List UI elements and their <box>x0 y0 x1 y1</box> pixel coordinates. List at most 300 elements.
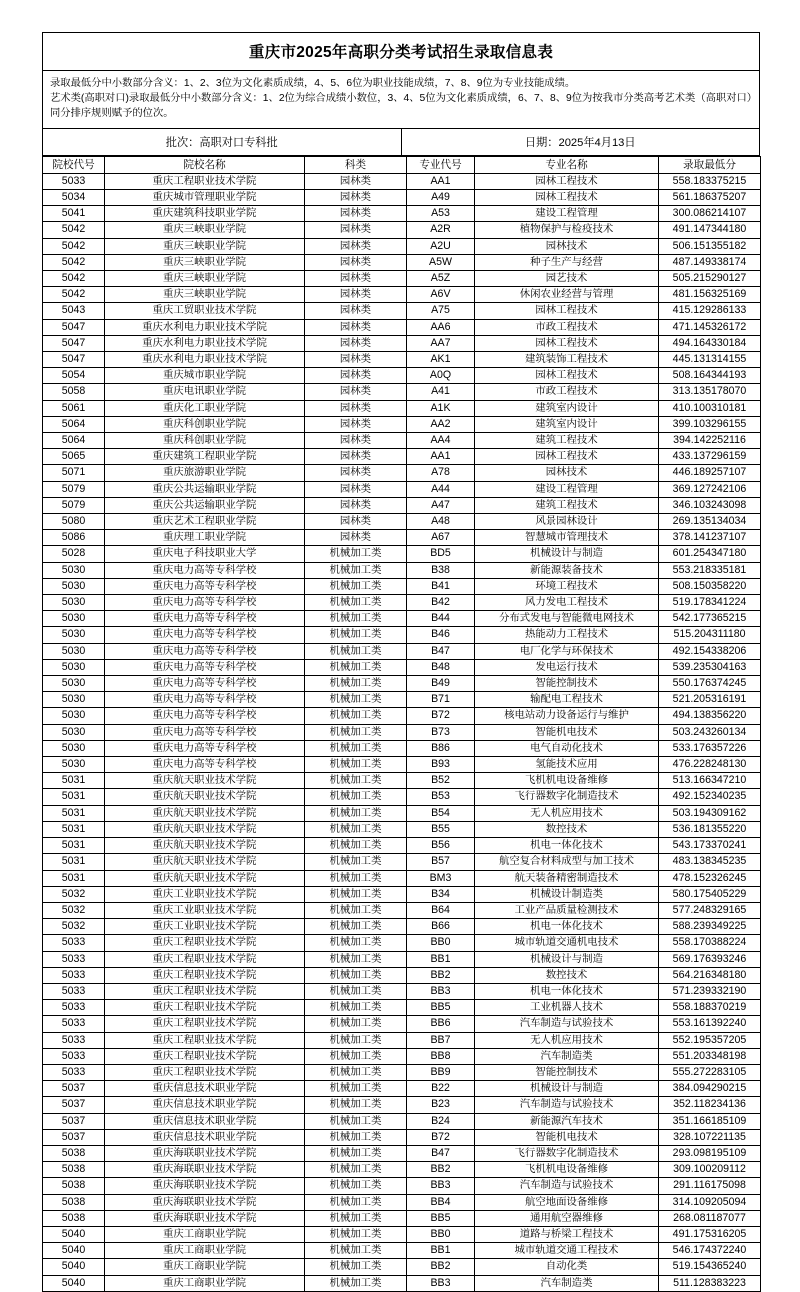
header-min-score: 录取最低分 <box>659 156 761 173</box>
cell-major-name: 飞机机电设备维修 <box>475 1162 659 1178</box>
table-row <box>43 287 761 303</box>
table-row <box>43 1275 761 1291</box>
cell-min-score: 351.166185109 <box>659 1113 761 1129</box>
cell-category: 机械加工类 <box>305 1243 407 1259</box>
cell-school-code: 5047 <box>43 319 105 335</box>
cell-school-name: 重庆科创职业学院 <box>105 433 305 449</box>
cell-category: 机械加工类 <box>305 967 407 983</box>
cell-min-score: 561.186375207 <box>659 189 761 205</box>
cell-min-score: 346.103243098 <box>659 497 761 513</box>
cell-school-code: 5030 <box>43 659 105 675</box>
cell-major-name: 工业产品质量检测技术 <box>475 902 659 918</box>
table-row <box>43 643 761 659</box>
table-row <box>43 740 761 756</box>
cell-major-name: 智能控制技术 <box>475 1064 659 1080</box>
cell-major-name: 自动化类 <box>475 1259 659 1275</box>
batch-label: 批次：高职对口专科批 <box>43 129 402 155</box>
table-row <box>43 676 761 692</box>
table-row <box>43 886 761 902</box>
cell-major-name: 数控技术 <box>475 967 659 983</box>
cell-category: 机械加工类 <box>305 1259 407 1275</box>
cell-major-code: A44 <box>407 481 475 497</box>
cell-school-name: 重庆电力高等专科学校 <box>105 757 305 773</box>
cell-category: 园林类 <box>305 238 407 254</box>
cell-school-name: 重庆工业职业技术学院 <box>105 919 305 935</box>
cell-school-name: 重庆工业职业技术学院 <box>105 902 305 918</box>
cell-major-code: B54 <box>407 805 475 821</box>
cell-min-score: 293.098195109 <box>659 1145 761 1161</box>
table-row <box>43 1178 761 1194</box>
cell-school-code: 5038 <box>43 1178 105 1194</box>
cell-school-name: 重庆城市管理职业学院 <box>105 189 305 205</box>
cell-min-score: 577.248329165 <box>659 902 761 918</box>
cell-min-score: 536.181355220 <box>659 821 761 837</box>
cell-category: 机械加工类 <box>305 935 407 951</box>
cell-school-name: 重庆航天职业技术学院 <box>105 821 305 837</box>
cell-min-score: 481.156325169 <box>659 287 761 303</box>
cell-major-name: 飞行器数字化制造技术 <box>475 1145 659 1161</box>
table-row <box>43 335 761 351</box>
cell-category: 园林类 <box>305 465 407 481</box>
cell-min-score: 508.150358220 <box>659 578 761 594</box>
cell-school-code: 5079 <box>43 481 105 497</box>
cell-school-code: 5037 <box>43 1129 105 1145</box>
cell-major-name: 汽车制造类 <box>475 1048 659 1064</box>
cell-category: 机械加工类 <box>305 1178 407 1194</box>
cell-major-name: 机械设计与制造 <box>475 951 659 967</box>
cell-school-name: 重庆工商职业学院 <box>105 1275 305 1291</box>
cell-school-name: 重庆信息技术职业学院 <box>105 1129 305 1145</box>
table-row <box>43 659 761 675</box>
notes-block <box>43 71 759 129</box>
cell-major-code: BB2 <box>407 1259 475 1275</box>
document-frame <box>42 32 760 156</box>
cell-major-code: A5Z <box>407 270 475 286</box>
cell-major-code: AA4 <box>407 433 475 449</box>
cell-major-code: A2U <box>407 238 475 254</box>
cell-category: 园林类 <box>305 206 407 222</box>
cell-category: 园林类 <box>305 254 407 270</box>
cell-major-name: 环境工程技术 <box>475 578 659 594</box>
table-row <box>43 724 761 740</box>
cell-min-score: 558.183375215 <box>659 173 761 189</box>
table-row <box>43 757 761 773</box>
table-body <box>43 173 761 1291</box>
cell-category: 机械加工类 <box>305 1048 407 1064</box>
cell-school-code: 5030 <box>43 562 105 578</box>
cell-min-score: 487.149338174 <box>659 254 761 270</box>
cell-school-name: 重庆信息技术职业学院 <box>105 1081 305 1097</box>
cell-min-score: 291.116175098 <box>659 1178 761 1194</box>
cell-major-name: 新能源装备技术 <box>475 562 659 578</box>
table-row <box>43 870 761 886</box>
cell-school-name: 重庆电力高等专科学校 <box>105 578 305 594</box>
cell-major-name: 机电一体化技术 <box>475 919 659 935</box>
cell-min-score: 569.176393246 <box>659 951 761 967</box>
cell-school-code: 5032 <box>43 902 105 918</box>
header-school-name: 院校名称 <box>105 156 305 173</box>
cell-major-code: BB1 <box>407 1243 475 1259</box>
cell-school-code: 5040 <box>43 1243 105 1259</box>
cell-min-score: 543.173370241 <box>659 838 761 854</box>
cell-major-code: B66 <box>407 919 475 935</box>
cell-school-code: 5028 <box>43 546 105 562</box>
cell-school-code: 5040 <box>43 1259 105 1275</box>
cell-school-name: 重庆电力高等专科学校 <box>105 562 305 578</box>
cell-major-code: BM3 <box>407 870 475 886</box>
cell-min-score: 384.094290215 <box>659 1081 761 1097</box>
cell-major-name: 汽车制造与试验技术 <box>475 1097 659 1113</box>
cell-school-name: 重庆建筑科技职业学院 <box>105 206 305 222</box>
cell-school-code: 5033 <box>43 1016 105 1032</box>
cell-school-name: 重庆航天职业技术学院 <box>105 870 305 886</box>
cell-major-name: 汽车制造类 <box>475 1275 659 1291</box>
cell-min-score: 314.109205094 <box>659 1194 761 1210</box>
cell-category: 机械加工类 <box>305 676 407 692</box>
cell-major-code: BB5 <box>407 1000 475 1016</box>
table-row <box>43 595 761 611</box>
cell-major-code: B23 <box>407 1097 475 1113</box>
cell-major-code: A0Q <box>407 368 475 384</box>
cell-min-score: 508.164344193 <box>659 368 761 384</box>
cell-category: 机械加工类 <box>305 886 407 902</box>
cell-min-score: 446.189257107 <box>659 465 761 481</box>
cell-school-name: 重庆电力高等专科学校 <box>105 627 305 643</box>
cell-major-name: 园林工程技术 <box>475 173 659 189</box>
header-category: 科类 <box>305 156 407 173</box>
cell-category: 园林类 <box>305 173 407 189</box>
table-row <box>43 254 761 270</box>
cell-major-name: 智能机电技术 <box>475 1129 659 1145</box>
cell-major-name: 汽车制造与试验技术 <box>475 1016 659 1032</box>
cell-min-score: 309.100209112 <box>659 1162 761 1178</box>
cell-school-code: 5071 <box>43 465 105 481</box>
cell-category: 园林类 <box>305 530 407 546</box>
cell-school-code: 5032 <box>43 886 105 902</box>
cell-major-name: 建筑工程技术 <box>475 497 659 513</box>
cell-major-name: 飞机机电设备维修 <box>475 773 659 789</box>
cell-school-code: 5040 <box>43 1275 105 1291</box>
cell-min-score: 492.152340235 <box>659 789 761 805</box>
cell-min-score: 503.194309162 <box>659 805 761 821</box>
cell-major-name: 建筑室内设计 <box>475 400 659 416</box>
table-row <box>43 497 761 513</box>
cell-category: 机械加工类 <box>305 1226 407 1242</box>
cell-category: 机械加工类 <box>305 546 407 562</box>
cell-school-code: 5054 <box>43 368 105 384</box>
cell-school-code: 5031 <box>43 821 105 837</box>
cell-school-name: 重庆工业职业技术学院 <box>105 886 305 902</box>
table-row <box>43 1145 761 1161</box>
cell-category: 机械加工类 <box>305 595 407 611</box>
cell-major-code: AA2 <box>407 416 475 432</box>
cell-category: 机械加工类 <box>305 1275 407 1291</box>
table-row <box>43 189 761 205</box>
cell-school-name: 重庆电力高等专科学校 <box>105 676 305 692</box>
table-row <box>43 400 761 416</box>
cell-major-name: 园林工程技术 <box>475 189 659 205</box>
cell-school-name: 重庆航天职业技术学院 <box>105 789 305 805</box>
page-title: 重庆市2025年高职分类考试招生录取信息表 <box>248 44 554 61</box>
cell-min-score: 521.205316191 <box>659 692 761 708</box>
cell-major-code: B71 <box>407 692 475 708</box>
cell-category: 机械加工类 <box>305 724 407 740</box>
cell-major-code: B73 <box>407 724 475 740</box>
cell-school-code: 5064 <box>43 433 105 449</box>
cell-school-code: 5040 <box>43 1226 105 1242</box>
cell-major-code: B93 <box>407 757 475 773</box>
cell-min-score: 300.086214107 <box>659 206 761 222</box>
cell-major-code: B86 <box>407 740 475 756</box>
cell-major-name: 城市轨道交通机电技术 <box>475 935 659 951</box>
cell-major-code: B42 <box>407 595 475 611</box>
cell-min-score: 553.161392240 <box>659 1016 761 1032</box>
cell-major-code: B49 <box>407 676 475 692</box>
table-row <box>43 951 761 967</box>
cell-school-name: 重庆信息技术职业学院 <box>105 1113 305 1129</box>
cell-major-code: BB4 <box>407 1194 475 1210</box>
cell-school-name: 重庆工贸职业技术学院 <box>105 303 305 319</box>
table-row <box>43 1226 761 1242</box>
table-row <box>43 546 761 562</box>
cell-major-code: B47 <box>407 1145 475 1161</box>
cell-major-name: 休闲农业经营与管理 <box>475 287 659 303</box>
table-row <box>43 708 761 724</box>
cell-major-code: B72 <box>407 708 475 724</box>
cell-major-code: B22 <box>407 1081 475 1097</box>
cell-school-code: 5042 <box>43 270 105 286</box>
table-row <box>43 562 761 578</box>
cell-school-name: 重庆三峡职业学院 <box>105 238 305 254</box>
cell-school-name: 重庆理工职业学院 <box>105 530 305 546</box>
table-row <box>43 1064 761 1080</box>
cell-category: 机械加工类 <box>305 757 407 773</box>
cell-major-code: BD5 <box>407 546 475 562</box>
cell-major-name: 建筑室内设计 <box>475 416 659 432</box>
cell-major-code: AK1 <box>407 352 475 368</box>
cell-school-code: 5030 <box>43 757 105 773</box>
table-row <box>43 627 761 643</box>
cell-category: 机械加工类 <box>305 1129 407 1145</box>
cell-major-code: BB1 <box>407 951 475 967</box>
cell-category: 机械加工类 <box>305 983 407 999</box>
cell-major-code: B72 <box>407 1129 475 1145</box>
cell-school-code: 5030 <box>43 643 105 659</box>
table-row <box>43 416 761 432</box>
table-row <box>43 433 761 449</box>
table-row <box>43 1016 761 1032</box>
table-row <box>43 854 761 870</box>
cell-min-score: 533.176357226 <box>659 740 761 756</box>
cell-school-code: 5030 <box>43 724 105 740</box>
cell-category: 园林类 <box>305 352 407 368</box>
cell-major-code: B44 <box>407 611 475 627</box>
cell-school-name: 重庆工程职业技术学院 <box>105 951 305 967</box>
cell-school-name: 重庆电讯职业学院 <box>105 384 305 400</box>
cell-min-score: 445.131314155 <box>659 352 761 368</box>
cell-min-score: 552.195357205 <box>659 1032 761 1048</box>
header-row <box>43 156 761 173</box>
cell-major-code: A78 <box>407 465 475 481</box>
table-row <box>43 983 761 999</box>
table-row <box>43 578 761 594</box>
cell-school-name: 重庆艺术工程职业学院 <box>105 514 305 530</box>
cell-category: 机械加工类 <box>305 562 407 578</box>
cell-school-code: 5031 <box>43 789 105 805</box>
cell-school-name: 重庆海联职业技术学院 <box>105 1210 305 1226</box>
cell-school-name: 重庆海联职业技术学院 <box>105 1194 305 1210</box>
admissions-table <box>42 156 761 1292</box>
table-row <box>43 384 761 400</box>
cell-major-name: 机械设计与制造 <box>475 1081 659 1097</box>
cell-category: 机械加工类 <box>305 1081 407 1097</box>
cell-category: 机械加工类 <box>305 740 407 756</box>
table-row <box>43 789 761 805</box>
cell-major-code: A5W <box>407 254 475 270</box>
cell-major-name: 风力发电工程技术 <box>475 595 659 611</box>
cell-min-score: 268.081187077 <box>659 1210 761 1226</box>
header-major-code: 专业代号 <box>407 156 475 173</box>
cell-min-score: 511.128383223 <box>659 1275 761 1291</box>
cell-category: 机械加工类 <box>305 1145 407 1161</box>
cell-school-code: 5042 <box>43 238 105 254</box>
cell-school-name: 重庆工商职业学院 <box>105 1243 305 1259</box>
table-row <box>43 611 761 627</box>
cell-school-name: 重庆信息技术职业学院 <box>105 1097 305 1113</box>
cell-min-score: 505.215290127 <box>659 270 761 286</box>
cell-major-code: AA7 <box>407 335 475 351</box>
cell-category: 机械加工类 <box>305 692 407 708</box>
header-school-code: 院校代号 <box>43 156 105 173</box>
cell-school-name: 重庆公共运输职业学院 <box>105 497 305 513</box>
cell-major-code: BB6 <box>407 1016 475 1032</box>
cell-min-score: 551.203348198 <box>659 1048 761 1064</box>
table-row <box>43 1129 761 1145</box>
cell-min-score: 550.176374245 <box>659 676 761 692</box>
cell-school-name: 重庆水利电力职业技术学院 <box>105 352 305 368</box>
header-major-name: 专业名称 <box>475 156 659 173</box>
cell-school-code: 5030 <box>43 611 105 627</box>
cell-major-code: B24 <box>407 1113 475 1129</box>
cell-major-code: B52 <box>407 773 475 789</box>
cell-major-name: 园林工程技术 <box>475 335 659 351</box>
cell-school-code: 5033 <box>43 173 105 189</box>
table-row <box>43 1081 761 1097</box>
cell-major-code: A49 <box>407 189 475 205</box>
cell-major-name: 种子生产与经营 <box>475 254 659 270</box>
cell-major-name: 智能机电技术 <box>475 724 659 740</box>
cell-min-score: 494.164330184 <box>659 335 761 351</box>
cell-category: 园林类 <box>305 335 407 351</box>
table-row <box>43 530 761 546</box>
cell-school-code: 5058 <box>43 384 105 400</box>
cell-school-code: 5041 <box>43 206 105 222</box>
table-row <box>43 967 761 983</box>
cell-major-name: 市政工程技术 <box>475 384 659 400</box>
cell-major-code: B38 <box>407 562 475 578</box>
cell-school-name: 重庆电力高等专科学校 <box>105 724 305 740</box>
cell-min-score: 588.239349225 <box>659 919 761 935</box>
table-row <box>43 935 761 951</box>
date-label: 日期：2025年4月13日 <box>524 136 636 149</box>
cell-school-name: 重庆工程职业技术学院 <box>105 967 305 983</box>
cell-major-name: 航空复合材料成型与加工技术 <box>475 854 659 870</box>
cell-school-code: 5032 <box>43 919 105 935</box>
table-row <box>43 692 761 708</box>
cell-major-name: 发电运行技术 <box>475 659 659 675</box>
cell-school-code: 5030 <box>43 740 105 756</box>
cell-school-name: 重庆水利电力职业技术学院 <box>105 319 305 335</box>
cell-major-code: BB7 <box>407 1032 475 1048</box>
cell-major-code: A6V <box>407 287 475 303</box>
cell-school-name: 重庆化工职业学院 <box>105 400 305 416</box>
title-band <box>43 33 759 71</box>
cell-min-score: 571.239332190 <box>659 983 761 999</box>
cell-major-name: 建筑装饰工程技术 <box>475 352 659 368</box>
table-row <box>43 352 761 368</box>
cell-category: 机械加工类 <box>305 870 407 886</box>
cell-school-name: 重庆电力高等专科学校 <box>105 659 305 675</box>
cell-major-name: 电气自动化技术 <box>475 740 659 756</box>
cell-major-code: A47 <box>407 497 475 513</box>
cell-school-code: 5030 <box>43 692 105 708</box>
cell-school-name: 重庆三峡职业学院 <box>105 270 305 286</box>
cell-major-name: 通用航空器维修 <box>475 1210 659 1226</box>
cell-major-name: 无人机应用技术 <box>475 1032 659 1048</box>
cell-major-name: 风景园林设计 <box>475 514 659 530</box>
cell-school-name: 重庆工程职业技术学院 <box>105 1032 305 1048</box>
cell-min-score: 553.218335181 <box>659 562 761 578</box>
cell-min-score: 539.235304163 <box>659 659 761 675</box>
table-row <box>43 1048 761 1064</box>
cell-major-code: B48 <box>407 659 475 675</box>
cell-category: 机械加工类 <box>305 708 407 724</box>
cell-category: 园林类 <box>305 222 407 238</box>
cell-school-code: 5033 <box>43 983 105 999</box>
cell-school-code: 5061 <box>43 400 105 416</box>
cell-major-code: A2R <box>407 222 475 238</box>
cell-school-code: 5042 <box>43 222 105 238</box>
table-row <box>43 481 761 497</box>
cell-min-score: 491.147344180 <box>659 222 761 238</box>
cell-school-name: 重庆航天职业技术学院 <box>105 838 305 854</box>
cell-major-name: 城市轨道交通工程技术 <box>475 1243 659 1259</box>
table-row <box>43 919 761 935</box>
table-row <box>43 465 761 481</box>
table-row <box>43 206 761 222</box>
cell-min-score: 492.154338206 <box>659 643 761 659</box>
cell-major-code: AA6 <box>407 319 475 335</box>
cell-major-name: 新能源汽车技术 <box>475 1113 659 1129</box>
table-row <box>43 222 761 238</box>
cell-category: 园林类 <box>305 368 407 384</box>
cell-school-code: 5038 <box>43 1194 105 1210</box>
cell-school-name: 重庆公共运输职业学院 <box>105 481 305 497</box>
cell-major-name: 机械设计与制造 <box>475 546 659 562</box>
cell-category: 机械加工类 <box>305 951 407 967</box>
cell-school-code: 5043 <box>43 303 105 319</box>
cell-school-code: 5042 <box>43 287 105 303</box>
cell-min-score: 506.151355182 <box>659 238 761 254</box>
cell-major-name: 道路与桥梁工程技术 <box>475 1226 659 1242</box>
cell-school-name: 重庆电子科技职业大学 <box>105 546 305 562</box>
cell-major-code: B46 <box>407 627 475 643</box>
cell-major-code: B53 <box>407 789 475 805</box>
cell-major-code: BB5 <box>407 1210 475 1226</box>
cell-school-name: 重庆三峡职业学院 <box>105 222 305 238</box>
table-row <box>43 514 761 530</box>
table-row <box>43 821 761 837</box>
